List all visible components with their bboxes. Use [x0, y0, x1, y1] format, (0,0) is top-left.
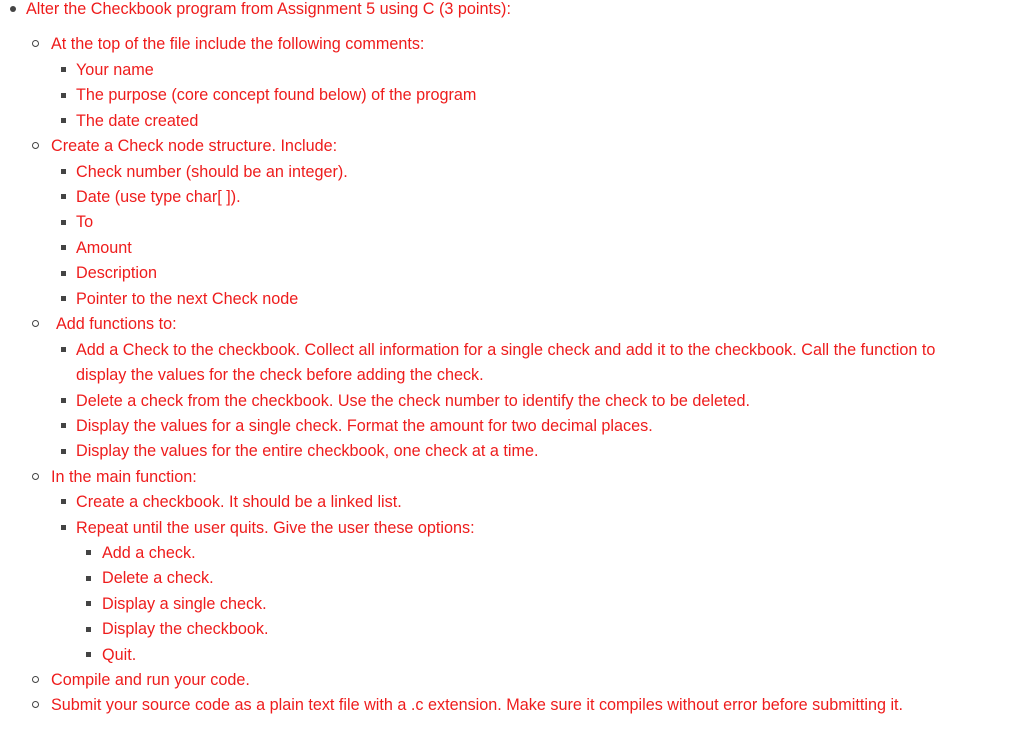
- square-bullet: [61, 296, 66, 301]
- list-item: Pointer to the next Check node: [76, 290, 299, 308]
- square-bullet: [86, 601, 91, 606]
- circle-bullet: [32, 701, 39, 708]
- menu-option: Display the checkbook.: [102, 620, 269, 638]
- section-functions-label: Add functions to:: [56, 315, 177, 333]
- square-bullet: [61, 525, 66, 530]
- square-bullet: [61, 271, 66, 276]
- square-bullet: [61, 398, 66, 403]
- square-bullet: [86, 550, 91, 555]
- list-item: Your name: [76, 61, 154, 79]
- square-bullet: [61, 449, 66, 454]
- assignment-heading: Alter the Checkbook program from Assignment 5 using C (3 points):: [26, 0, 511, 18]
- menu-option: Add a check.: [102, 544, 196, 562]
- square-bullet: [61, 347, 66, 352]
- menu-option: Delete a check.: [102, 569, 214, 587]
- list-item: Add a Check to the checkbook. Collect all information for a single check and add it to the checkbook. Call the function to: [76, 341, 936, 359]
- circle-bullet: [32, 142, 39, 149]
- section-submit-label: Submit your source code as a plain text file with a .c extension. Make sure it compiles without error before submitting it.: [51, 696, 904, 714]
- list-item: Check number (should be an integer).: [76, 163, 348, 181]
- circle-bullet: [32, 676, 39, 683]
- circle-bullet: [32, 320, 39, 327]
- square-bullet: [86, 652, 91, 657]
- square-bullet: [61, 118, 66, 123]
- menu-option: Display a single check.: [102, 595, 267, 613]
- menu-option: Quit.: [102, 646, 137, 664]
- square-bullet: [61, 93, 66, 98]
- list-item: Amount: [76, 239, 132, 257]
- list-item: Display the values for the entire checkbook, one check at a time.: [76, 442, 539, 460]
- square-bullet: [61, 67, 66, 72]
- square-bullet: [61, 220, 66, 225]
- disc-bullet: [10, 6, 16, 12]
- list-item: The date created: [76, 112, 199, 130]
- section-main-label: In the main function:: [51, 468, 197, 486]
- list-item: Delete a check from the checkbook. Use the check number to identify the check to be deleted.: [76, 392, 750, 410]
- circle-bullet: [32, 473, 39, 480]
- square-bullet: [61, 169, 66, 174]
- square-bullet: [61, 499, 66, 504]
- square-bullet: [86, 576, 91, 581]
- section-compile-label: Compile and run your code.: [51, 671, 250, 689]
- list-item-continuation: display the values for the check before adding the check.: [76, 366, 484, 384]
- section-structure-label: Create a Check node structure. Include:: [51, 137, 338, 155]
- section-comments-label: At the top of the file include the following comments:: [51, 35, 425, 53]
- list-item: To: [76, 213, 94, 231]
- square-bullet: [61, 423, 66, 428]
- circle-bullet: [32, 40, 39, 47]
- list-item: The purpose (core concept found below) of the program: [76, 86, 477, 104]
- square-bullet: [61, 245, 66, 250]
- list-item: Repeat until the user quits. Give the user these options:: [76, 519, 475, 537]
- list-item: Display the values for a single check. Format the amount for two decimal places.: [76, 417, 653, 435]
- square-bullet: [86, 627, 91, 632]
- list-item: Description: [76, 264, 157, 282]
- list-item: Create a checkbook. It should be a linked list.: [76, 493, 402, 511]
- list-item: Date (use type char[ ]).: [76, 188, 241, 206]
- square-bullet: [61, 194, 66, 199]
